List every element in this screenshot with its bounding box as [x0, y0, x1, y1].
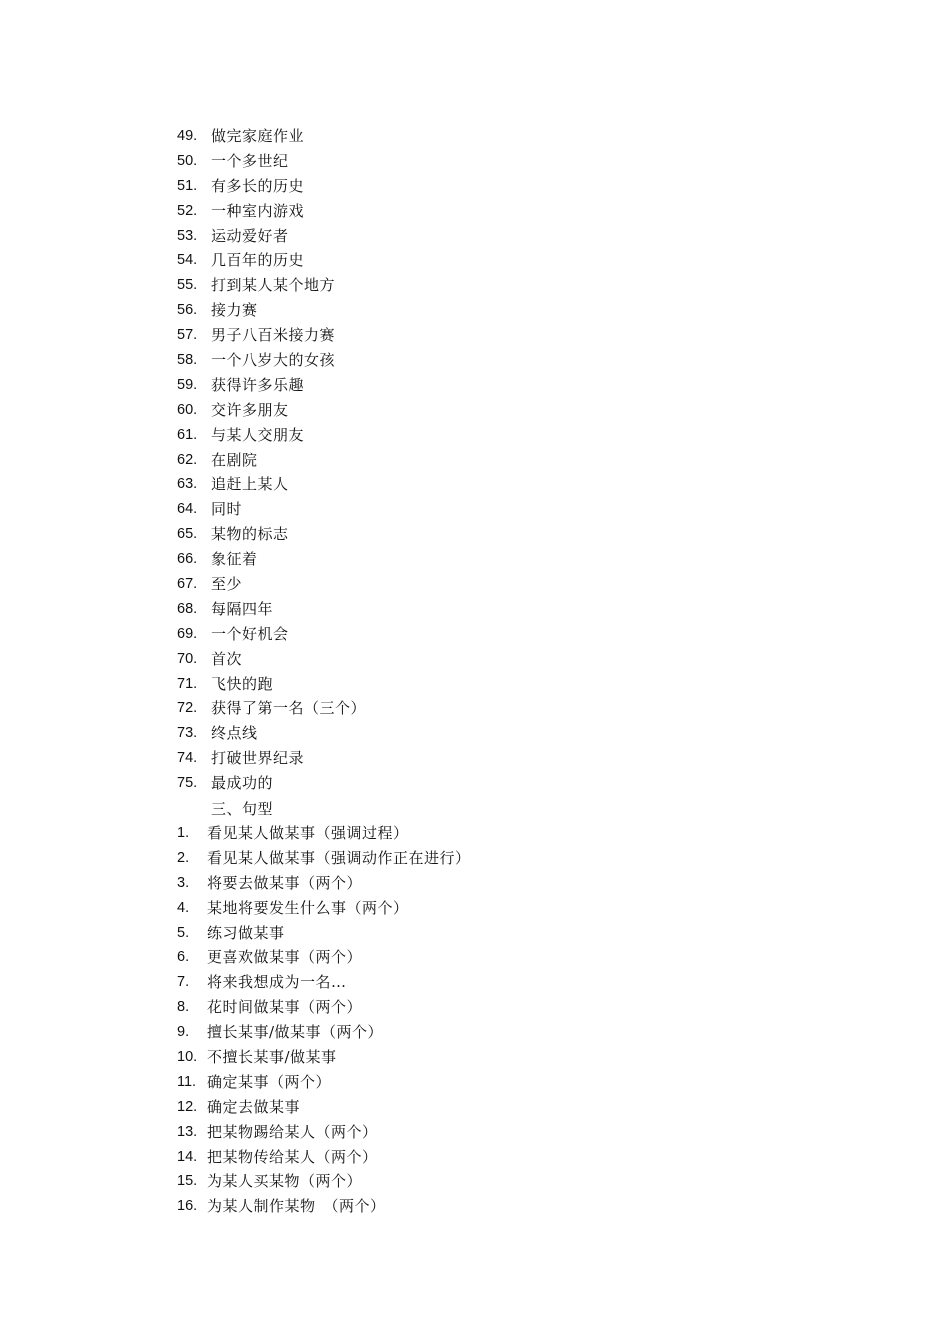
item-number: 53.: [177, 227, 198, 244]
item-text: 同时: [211, 500, 243, 519]
item-text: 交许多朋友: [211, 400, 289, 419]
item-text: 为某人制作某物 （两个）: [207, 1197, 386, 1216]
sentence-pattern-item: [177, 1120, 877, 1145]
item-text: 确定某事（两个）: [207, 1072, 332, 1091]
item-number: 5.: [177, 924, 190, 941]
item-text: 将要去做某事（两个）: [207, 873, 363, 892]
phrase-item: [177, 622, 877, 647]
item-number: 69.: [177, 625, 198, 642]
item-text: 一个多世纪: [211, 151, 289, 170]
phrase-item: [177, 298, 877, 323]
item-text: 每隔四年: [211, 599, 274, 618]
item-text: 看见某人做某事（强调动作正在进行）: [207, 848, 471, 867]
phrase-item: [177, 472, 877, 497]
item-number: 74.: [177, 750, 198, 767]
item-number: 4.: [177, 899, 190, 916]
phrase-item: [177, 771, 877, 796]
item-number: 75.: [177, 775, 198, 792]
phrase-item: [177, 398, 877, 423]
item-number: 59.: [177, 376, 198, 393]
phrase-item: [177, 572, 877, 597]
item-number: 60.: [177, 401, 198, 418]
item-text: 一个好机会: [211, 624, 289, 643]
item-text: 接力赛: [211, 301, 258, 320]
phrase-item: [177, 522, 877, 547]
phrase-item: [177, 672, 877, 697]
item-text: 练习做某事: [207, 923, 285, 942]
item-number: 51.: [177, 177, 198, 194]
phrase-item: [177, 647, 877, 672]
item-number: 16.: [177, 1198, 198, 1215]
sentence-pattern-item: [177, 945, 877, 970]
item-number: 13.: [177, 1123, 198, 1140]
item-number: 15.: [177, 1173, 198, 1190]
item-number: 68.: [177, 600, 198, 617]
item-number: 54.: [177, 252, 198, 269]
item-text: 运动爱好者: [211, 226, 289, 245]
item-number: 72.: [177, 700, 198, 717]
phrase-item: [177, 224, 877, 249]
sentence-pattern-item: [177, 1194, 877, 1219]
item-text: 确定去做某事: [207, 1097, 301, 1116]
item-number: 58.: [177, 352, 198, 369]
phrase-item: [177, 721, 877, 746]
sentence-pattern-item: [177, 1145, 877, 1170]
item-number: 10.: [177, 1049, 198, 1066]
item-text: 象征着: [211, 550, 258, 569]
phrase-item: [177, 423, 877, 448]
sentence-pattern-item: [177, 1070, 877, 1095]
item-text: 在剧院: [211, 450, 258, 469]
item-number: 61.: [177, 426, 198, 443]
item-text: 把某物传给某人（两个）: [207, 1147, 378, 1166]
item-text: 花时间做某事（两个）: [207, 998, 363, 1017]
item-number: 52.: [177, 202, 198, 219]
item-text: 追赶上某人: [211, 475, 289, 494]
item-number: 12.: [177, 1098, 198, 1115]
item-number: 63.: [177, 476, 198, 493]
sentence-pattern-item: [177, 821, 877, 846]
sentence-pattern-item: [177, 970, 877, 995]
item-number: 64.: [177, 501, 198, 518]
item-number: 9.: [177, 1024, 190, 1041]
phrase-item: [177, 348, 877, 373]
item-text: 将来我想成为一名…: [207, 973, 347, 992]
item-text: 把某物踢给某人（两个）: [207, 1122, 378, 1141]
item-text: 终点线: [211, 724, 258, 743]
item-number: 14.: [177, 1148, 198, 1165]
item-text: 更喜欢做某事（两个）: [207, 948, 363, 967]
item-number: 73.: [177, 725, 198, 742]
item-text: 几百年的历史: [211, 251, 305, 270]
phrase-item: [177, 497, 877, 522]
item-text: 一个八岁大的女孩: [211, 351, 336, 370]
item-text: 看见某人做某事（强调过程）: [207, 824, 409, 842]
section-heading: 三、句型: [211, 800, 274, 818]
item-text: 飞快的跑: [211, 674, 274, 693]
item-text: 擅长某事/做某事（两个）: [207, 1023, 384, 1042]
item-text: 获得了第一名（三个）: [211, 699, 367, 718]
item-text: 某地将要发生什么事（两个）: [207, 898, 409, 917]
item-text: 做完家庭作业: [211, 127, 305, 145]
item-number: 66.: [177, 551, 198, 568]
item-number: 1.: [177, 825, 190, 841]
phrase-item: [177, 199, 877, 224]
item-text: 首次: [211, 649, 243, 668]
sentence-pattern-item: [177, 846, 877, 871]
item-text: 不擅长某事/做某事: [207, 1048, 337, 1067]
item-number: 50.: [177, 152, 198, 169]
phrase-item: [177, 174, 877, 199]
item-text: 最成功的: [211, 774, 274, 793]
item-text: 为某人买某物（两个）: [207, 1172, 363, 1191]
item-text: 至少: [211, 575, 243, 594]
phrase-item: [177, 323, 877, 348]
item-number: 7.: [177, 974, 190, 991]
item-number: 8.: [177, 999, 190, 1016]
item-text: 打到某人某个地方: [211, 276, 336, 295]
item-number: 57.: [177, 327, 198, 344]
sentence-pattern-item: [177, 1045, 877, 1070]
item-text: 一种室内游戏: [211, 201, 305, 220]
phrase-item: [177, 149, 877, 174]
phrase-item: [177, 547, 877, 572]
item-text: 男子八百米接力赛: [211, 326, 336, 345]
phrase-item: [177, 273, 877, 298]
item-number: 56.: [177, 302, 198, 319]
item-number: 11.: [177, 1073, 197, 1090]
phrase-item: [177, 696, 877, 721]
sentence-pattern-item: [177, 1095, 877, 1120]
item-number: 3.: [177, 874, 190, 891]
phrase-item: [177, 248, 877, 273]
sentence-pattern-item: [177, 995, 877, 1020]
sentence-pattern-item: [177, 1020, 877, 1045]
item-number: 6.: [177, 949, 190, 966]
sentence-pattern-item: [177, 896, 877, 921]
item-number: 62.: [177, 451, 198, 468]
item-number: 55.: [177, 277, 198, 294]
item-text: 与某人交朋友: [211, 425, 305, 444]
item-text: 获得许多乐趣: [211, 375, 305, 394]
phrase-item: [177, 597, 877, 622]
sentence-pattern-item: [177, 1169, 877, 1194]
item-number: 49.: [177, 128, 198, 144]
phrase-item: [177, 373, 877, 398]
item-number: 70.: [177, 650, 198, 667]
item-number: 67.: [177, 576, 198, 593]
phrase-list: [177, 124, 877, 796]
item-text: 有多长的历史: [211, 176, 305, 195]
item-text: 打破世界纪录: [211, 749, 305, 768]
sentence-pattern-item: [177, 871, 877, 896]
phrase-item: [177, 124, 877, 149]
item-number: 65.: [177, 526, 198, 543]
item-number: 71.: [177, 675, 198, 692]
sentence-pattern-item: [177, 921, 877, 946]
phrase-item: [177, 746, 877, 771]
sentence-pattern-list: [177, 821, 877, 1219]
item-text: 某物的标志: [211, 525, 289, 544]
item-number: 2.: [177, 849, 190, 866]
phrase-item: [177, 448, 877, 473]
